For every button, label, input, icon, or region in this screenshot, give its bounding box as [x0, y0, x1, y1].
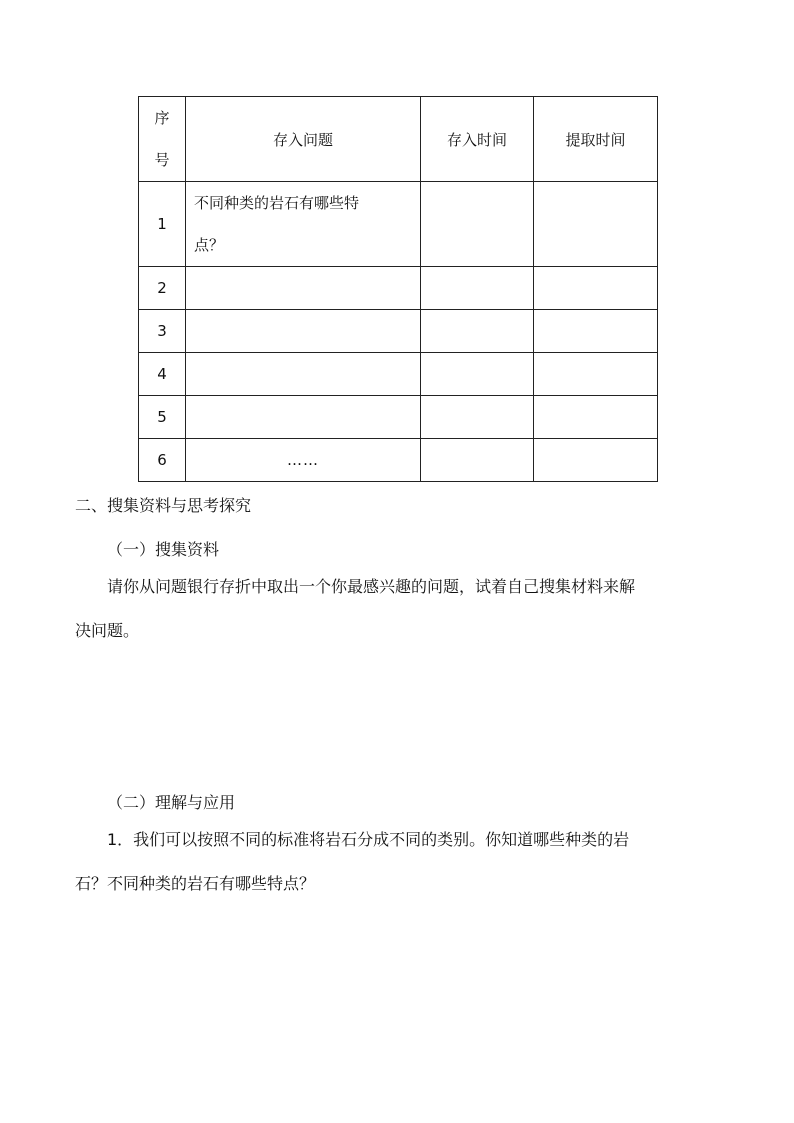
row-number: 3: [139, 310, 186, 353]
row-deposit-time: [421, 182, 534, 267]
table-row: [139, 310, 658, 353]
collect-instruction-line2: 决问题。: [75, 621, 140, 640]
row-withdraw-time: [534, 182, 658, 267]
row-number: 2: [139, 267, 186, 310]
subsection-heading-apply: （二）理解与应用: [107, 793, 236, 812]
table-row: [139, 396, 658, 439]
table-row: [139, 267, 658, 310]
header-seq-line2: 号: [154, 151, 170, 169]
row-withdraw-time: [534, 310, 658, 353]
header-seq-line1: 序: [154, 109, 170, 127]
question-1-line2: 石？不同种类的岩石有哪些特点？: [75, 874, 316, 893]
header-deposit-time: 存入时间: [421, 97, 534, 182]
collect-instruction-line1: 请你从问题银行存折中取出一个你最感兴趣的问题，试着自己搜集材料来解: [107, 577, 636, 596]
row-question: [186, 396, 421, 439]
row-question: [186, 182, 421, 267]
row-number: 1: [139, 182, 186, 267]
row-deposit-time: [421, 267, 534, 310]
row-withdraw-time: [534, 439, 658, 482]
question-1-line1: 1．我们可以按照不同的标准将岩石分成不同的类别。你知道哪些种类的岩: [107, 830, 630, 849]
section-heading: 二、搜集资料与思考探究: [75, 496, 252, 515]
header-question: 存入问题: [186, 97, 421, 182]
subsection-heading-collect: （一）搜集资料: [107, 540, 220, 559]
row-withdraw-time: [534, 353, 658, 396]
row-withdraw-time: [534, 396, 658, 439]
row-deposit-time: [421, 310, 534, 353]
table-row: [139, 353, 658, 396]
table-row: [139, 182, 658, 267]
header-seq: [139, 97, 186, 182]
row-question: [186, 310, 421, 353]
row-number: 5: [139, 396, 186, 439]
row-withdraw-time: [534, 267, 658, 310]
row-deposit-time: [421, 353, 534, 396]
header-withdraw-time: 提取时间: [534, 97, 658, 182]
row-number: 4: [139, 353, 186, 396]
row-deposit-time: [421, 396, 534, 439]
row-question: [186, 267, 421, 310]
table-row: [139, 439, 658, 482]
row-question-line1: 不同种类的岩石有哪些特: [194, 194, 360, 212]
row-question-line2: 点？: [194, 236, 225, 254]
table-header-row: [139, 97, 658, 182]
question-bank-table: [138, 96, 658, 482]
row-number: 6: [139, 439, 186, 482]
row-question: ……: [186, 439, 421, 482]
row-deposit-time: [421, 439, 534, 482]
row-question: [186, 353, 421, 396]
